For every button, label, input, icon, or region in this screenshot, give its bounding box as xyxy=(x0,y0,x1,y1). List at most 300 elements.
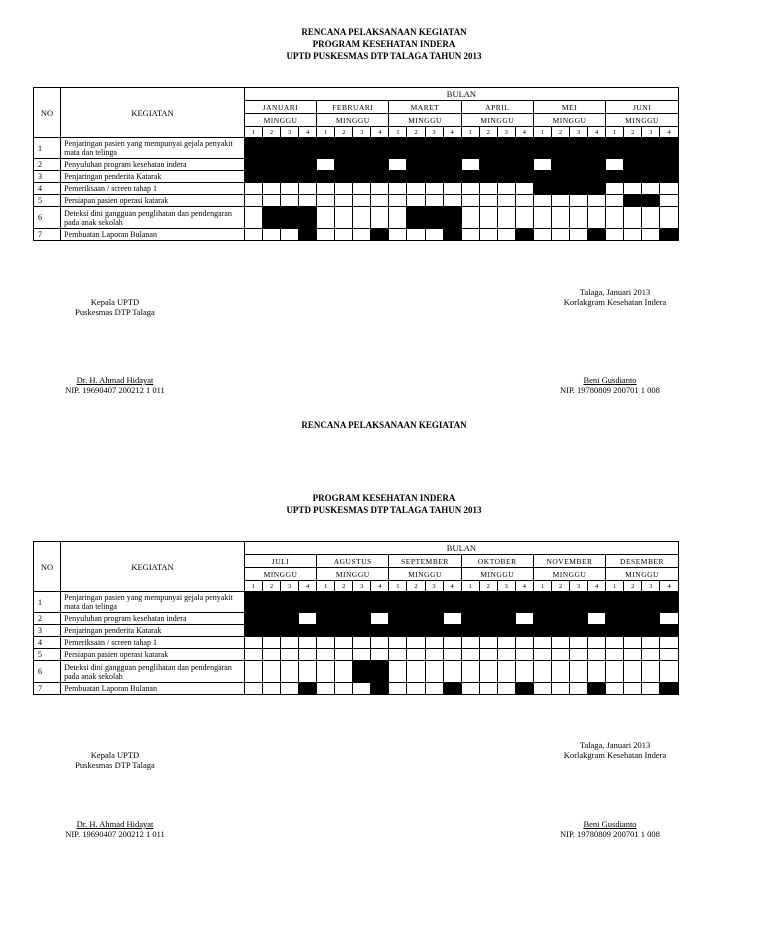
schedule-cell xyxy=(497,183,515,195)
signature-left-name-1 xyxy=(40,375,190,395)
schedule-table-1 xyxy=(33,87,679,241)
schedule-cell xyxy=(515,625,533,637)
schedule-cell xyxy=(570,649,588,661)
schedule-cell xyxy=(515,138,533,159)
schedule-cell xyxy=(407,592,425,613)
schedule-cell xyxy=(606,138,624,159)
month-header: APRIL xyxy=(461,101,533,114)
week-number: 2 xyxy=(624,581,642,592)
schedule-cell xyxy=(570,229,588,241)
schedule-cell xyxy=(244,229,262,241)
schedule-cell xyxy=(371,159,389,171)
schedule-cell xyxy=(389,592,407,613)
title-line-1: RENCANA PELAKSANAAN KEGIATAN xyxy=(301,420,467,430)
schedule-cell xyxy=(425,195,443,207)
schedule-table-2 xyxy=(33,541,679,695)
schedule-cell xyxy=(497,159,515,171)
signature-left-name-2 xyxy=(40,819,190,839)
schedule-cell xyxy=(407,195,425,207)
week-number: 1 xyxy=(606,581,624,592)
schedule-cell xyxy=(551,171,569,183)
activity-name: Persiapan pasien operasi katarak xyxy=(61,649,245,661)
schedule-cell xyxy=(244,592,262,613)
right-nip: NIP. 19780809 200701 1 008 xyxy=(560,829,660,839)
schedule-cell xyxy=(642,229,660,241)
activity-name: Deteksi dini gangguan penglihatan dan pendengaran pada anak sekolah xyxy=(61,207,245,229)
schedule-cell xyxy=(299,625,317,637)
schedule-cell xyxy=(317,613,335,625)
week-number: 3 xyxy=(570,127,588,138)
schedule-cell xyxy=(371,683,389,695)
week-number: 3 xyxy=(425,581,443,592)
schedule-cell xyxy=(642,138,660,159)
schedule-cell xyxy=(461,592,479,613)
schedule-cell xyxy=(606,649,624,661)
schedule-cell xyxy=(606,159,624,171)
week-number: 2 xyxy=(551,581,569,592)
schedule-cell xyxy=(570,613,588,625)
schedule-cell xyxy=(371,613,389,625)
schedule-cell xyxy=(317,637,335,649)
schedule-cell xyxy=(660,649,679,661)
schedule-cell xyxy=(389,171,407,183)
place-date: Talaga, Januari 2013 xyxy=(579,740,651,750)
minggu-header: MINGGU xyxy=(461,114,533,127)
schedule-cell xyxy=(624,207,642,229)
schedule-cell xyxy=(497,171,515,183)
schedule-cell xyxy=(515,637,533,649)
month-header: MEI xyxy=(533,101,605,114)
week-number: 1 xyxy=(244,127,262,138)
activity-number: 5 xyxy=(34,195,61,207)
right-name: Beni Gusdianto xyxy=(583,375,637,385)
schedule-cell xyxy=(407,649,425,661)
schedule-cell xyxy=(317,171,335,183)
schedule-cell xyxy=(281,592,299,613)
schedule-cell xyxy=(660,207,679,229)
schedule-cell xyxy=(425,207,443,229)
schedule-cell xyxy=(244,637,262,649)
minggu-header: MINGGU xyxy=(606,114,679,127)
schedule-cell xyxy=(660,229,679,241)
activity-number: 7 xyxy=(34,683,61,695)
schedule-cell xyxy=(515,229,533,241)
schedule-cell xyxy=(551,229,569,241)
activity-name: Penjaringan pasien yang mempunyai gejala penyakit mata dan telinga xyxy=(61,592,245,613)
schedule-cell xyxy=(317,159,335,171)
schedule-cell xyxy=(624,625,642,637)
schedule-cell xyxy=(425,613,443,625)
schedule-cell xyxy=(606,613,624,625)
schedule-cell xyxy=(407,661,425,683)
month-header: JUNI xyxy=(606,101,679,114)
schedule-cell xyxy=(588,649,606,661)
week-number: 4 xyxy=(299,127,317,138)
schedule-cell xyxy=(443,683,461,695)
schedule-cell xyxy=(606,637,624,649)
schedule-cell xyxy=(624,649,642,661)
schedule-cell xyxy=(389,625,407,637)
month-header: NOVEMBER xyxy=(533,555,605,568)
schedule-cell xyxy=(515,183,533,195)
schedule-cell xyxy=(389,613,407,625)
week-number: 4 xyxy=(371,581,389,592)
schedule-cell xyxy=(299,637,317,649)
schedule-cell xyxy=(606,207,624,229)
schedule-cell xyxy=(317,649,335,661)
schedule-cell xyxy=(570,637,588,649)
schedule-cell xyxy=(281,637,299,649)
right-name: Beni Gusdianto xyxy=(583,819,637,829)
signature-left-block-2 xyxy=(40,750,190,770)
schedule-cell xyxy=(443,661,461,683)
col-kegiatan-header: KEGIATAN xyxy=(61,88,245,138)
left-nip: NIP. 19690407 200212 1 011 xyxy=(65,385,165,395)
week-number: 4 xyxy=(660,127,679,138)
schedule-cell xyxy=(299,138,317,159)
week-number: 1 xyxy=(244,581,262,592)
schedule-cell xyxy=(353,625,371,637)
schedule-cell xyxy=(606,625,624,637)
week-number: 1 xyxy=(317,581,335,592)
schedule-cell xyxy=(551,613,569,625)
schedule-cell xyxy=(335,159,353,171)
schedule-cell xyxy=(479,649,497,661)
activity-row xyxy=(34,183,679,195)
activity-row xyxy=(34,625,679,637)
schedule-cell xyxy=(425,661,443,683)
schedule-cell xyxy=(515,195,533,207)
activity-name: Deteksi dini gangguan penglihatan dan pendengaran pada anak sekolah xyxy=(61,661,245,683)
schedule-cell xyxy=(515,171,533,183)
schedule-cell xyxy=(262,683,280,695)
title-line-2: PROGRAM KESEHATAN INDERA xyxy=(312,493,456,503)
schedule-cell xyxy=(371,649,389,661)
schedule-cell xyxy=(551,649,569,661)
schedule-cell xyxy=(389,229,407,241)
schedule-cell xyxy=(353,138,371,159)
schedule-cell xyxy=(642,195,660,207)
schedule-cell xyxy=(497,592,515,613)
activity-name: Pemeriksaan / screen tahap 1 xyxy=(61,637,245,649)
activity-number: 6 xyxy=(34,661,61,683)
schedule-cell xyxy=(642,661,660,683)
schedule-cell xyxy=(624,229,642,241)
schedule-cell xyxy=(317,661,335,683)
week-number: 3 xyxy=(281,581,299,592)
schedule-cell xyxy=(389,183,407,195)
schedule-cell xyxy=(299,195,317,207)
schedule-cell xyxy=(443,637,461,649)
schedule-cell xyxy=(533,171,551,183)
title-line-3: UPTD PUSKESMAS DTP TALAGA TAHUN 2013 xyxy=(286,51,482,61)
week-number: 3 xyxy=(642,581,660,592)
week-number: 4 xyxy=(515,127,533,138)
schedule-cell xyxy=(660,661,679,683)
schedule-cell xyxy=(299,649,317,661)
week-number: 3 xyxy=(642,127,660,138)
schedule-cell xyxy=(281,661,299,683)
schedule-cell xyxy=(335,171,353,183)
activity-name: Pembuatan Laporan Bulanan xyxy=(61,683,245,695)
activity-number: 5 xyxy=(34,649,61,661)
schedule-cell xyxy=(281,195,299,207)
schedule-cell xyxy=(407,229,425,241)
week-number: 4 xyxy=(660,581,679,592)
week-number: 3 xyxy=(497,581,515,592)
header-row xyxy=(34,88,679,101)
schedule-cell xyxy=(497,207,515,229)
schedule-cell xyxy=(443,613,461,625)
bulan-header: BULAN xyxy=(244,88,678,101)
schedule-cell xyxy=(624,159,642,171)
schedule-cell xyxy=(262,661,280,683)
schedule-cell xyxy=(660,592,679,613)
schedule-cell xyxy=(570,592,588,613)
schedule-cell xyxy=(262,637,280,649)
schedule-cell xyxy=(461,207,479,229)
week-number: 2 xyxy=(335,581,353,592)
schedule-cell xyxy=(479,637,497,649)
schedule-cell xyxy=(262,171,280,183)
schedule-cell xyxy=(407,171,425,183)
right-nip: NIP. 19780809 200701 1 008 xyxy=(560,385,660,395)
schedule-cell xyxy=(606,195,624,207)
minggu-header: MINGGU xyxy=(606,568,679,581)
schedule-cell xyxy=(515,661,533,683)
schedule-cell xyxy=(425,138,443,159)
schedule-cell xyxy=(281,649,299,661)
left-nip: NIP. 19690407 200212 1 011 xyxy=(65,829,165,839)
schedule-cell xyxy=(461,183,479,195)
schedule-cell xyxy=(353,207,371,229)
schedule-cell xyxy=(570,183,588,195)
schedule-cell xyxy=(299,207,317,229)
week-number: 2 xyxy=(479,127,497,138)
activity-name: Pembuatan Laporan Bulanan xyxy=(61,229,245,241)
schedule-cell xyxy=(570,171,588,183)
schedule-cell xyxy=(407,138,425,159)
activity-number: 1 xyxy=(34,138,61,159)
schedule-cell xyxy=(660,637,679,649)
schedule-cell xyxy=(353,637,371,649)
schedule-cell xyxy=(317,683,335,695)
minggu-header: MINGGU xyxy=(389,568,461,581)
schedule-cell xyxy=(642,159,660,171)
schedule-cell xyxy=(317,183,335,195)
activity-name: Penjaringan pasien yang mempunyai gejala penyakit mata dan telinga xyxy=(61,138,245,159)
schedule-cell xyxy=(317,625,335,637)
week-number: 2 xyxy=(407,127,425,138)
schedule-cell xyxy=(262,207,280,229)
minggu-header: MINGGU xyxy=(317,568,389,581)
signature-right-block-2 xyxy=(520,740,710,760)
schedule-cell xyxy=(407,159,425,171)
week-number: 1 xyxy=(533,581,551,592)
week-number: 2 xyxy=(479,581,497,592)
schedule-cell xyxy=(335,613,353,625)
schedule-cell xyxy=(371,195,389,207)
schedule-cell xyxy=(371,171,389,183)
left-role-1: Kepala UPTD xyxy=(90,750,140,760)
activity-row xyxy=(34,159,679,171)
schedule-cell xyxy=(425,637,443,649)
schedule-cell xyxy=(497,195,515,207)
schedule-cell xyxy=(533,637,551,649)
month-header: JANUARI xyxy=(244,101,316,114)
schedule-cell xyxy=(299,183,317,195)
activity-number: 2 xyxy=(34,613,61,625)
schedule-cell xyxy=(281,171,299,183)
schedule-cell xyxy=(335,683,353,695)
schedule-cell xyxy=(425,649,443,661)
schedule-cell xyxy=(624,183,642,195)
place-date: Talaga, Januari 2013 xyxy=(579,287,651,297)
activity-row xyxy=(34,229,679,241)
schedule-cell xyxy=(497,138,515,159)
schedule-cell xyxy=(353,592,371,613)
schedule-cell xyxy=(281,207,299,229)
activity-number: 4 xyxy=(34,637,61,649)
schedule-cell xyxy=(515,613,533,625)
schedule-cell xyxy=(317,229,335,241)
schedule-cell xyxy=(533,613,551,625)
week-number: 3 xyxy=(497,127,515,138)
week-number: 3 xyxy=(425,127,443,138)
minggu-header: MINGGU xyxy=(244,114,316,127)
schedule-cell xyxy=(533,183,551,195)
schedule-cell xyxy=(443,183,461,195)
week-number: 1 xyxy=(461,581,479,592)
schedule-cell xyxy=(624,138,642,159)
schedule-cell xyxy=(624,195,642,207)
schedule-cell xyxy=(660,625,679,637)
schedule-cell xyxy=(281,138,299,159)
schedule-cell xyxy=(533,159,551,171)
schedule-cell xyxy=(281,229,299,241)
schedule-cell xyxy=(533,592,551,613)
week-number: 2 xyxy=(624,127,642,138)
activity-name: Persiapan pasien operasi katarak xyxy=(61,195,245,207)
schedule-cell xyxy=(515,207,533,229)
schedule-cell xyxy=(479,229,497,241)
bulan-header: BULAN xyxy=(244,542,678,555)
activity-name: Pemeriksaan / screen tahap 1 xyxy=(61,183,245,195)
activity-name: Penjaringan penderita Katarak xyxy=(61,171,245,183)
schedule-cell xyxy=(642,183,660,195)
schedule-cell xyxy=(443,592,461,613)
schedule-cell xyxy=(479,159,497,171)
schedule-cell xyxy=(262,159,280,171)
schedule-cell xyxy=(479,138,497,159)
col-kegiatan-header: KEGIATAN xyxy=(61,542,245,592)
signature-left-block-1 xyxy=(40,297,190,317)
schedule-cell xyxy=(335,661,353,683)
left-role-1: Kepala UPTD xyxy=(90,297,140,307)
schedule-cell xyxy=(244,683,262,695)
schedule-cell xyxy=(461,159,479,171)
signature-right-block-1 xyxy=(520,287,710,307)
title-line-2: PROGRAM KESEHATAN INDERA xyxy=(312,39,456,49)
schedule-cell xyxy=(461,625,479,637)
activity-row xyxy=(34,661,679,683)
schedule-cell xyxy=(353,171,371,183)
schedule-cell xyxy=(244,195,262,207)
schedule-cell xyxy=(299,613,317,625)
schedule-cell xyxy=(389,207,407,229)
week-number: 2 xyxy=(262,581,280,592)
schedule-cell xyxy=(299,229,317,241)
schedule-cell xyxy=(624,613,642,625)
schedule-cell xyxy=(299,171,317,183)
schedule-cell xyxy=(461,661,479,683)
schedule-cell xyxy=(389,661,407,683)
schedule-cell xyxy=(443,195,461,207)
schedule-cell xyxy=(244,649,262,661)
schedule-cell xyxy=(353,613,371,625)
schedule-cell xyxy=(570,207,588,229)
schedule-cell xyxy=(262,613,280,625)
week-number: 4 xyxy=(443,127,461,138)
schedule-cell xyxy=(624,661,642,683)
left-name: Dr. H. Ahmad Hidayat xyxy=(76,819,154,829)
schedule-cell xyxy=(299,159,317,171)
schedule-cell xyxy=(389,683,407,695)
schedule-cell xyxy=(407,183,425,195)
schedule-cell xyxy=(317,592,335,613)
schedule-cell xyxy=(262,138,280,159)
week-number: 4 xyxy=(588,581,606,592)
schedule-cell xyxy=(461,171,479,183)
activity-row xyxy=(34,138,679,159)
schedule-cell xyxy=(281,625,299,637)
activity-number: 1 xyxy=(34,592,61,613)
schedule-cell xyxy=(570,661,588,683)
schedule-cell xyxy=(515,592,533,613)
month-header: DESEMBER xyxy=(606,555,679,568)
week-number: 1 xyxy=(317,127,335,138)
minggu-header: MINGGU xyxy=(389,114,461,127)
minggu-header: MINGGU xyxy=(461,568,533,581)
schedule-cell xyxy=(479,207,497,229)
schedule-cell xyxy=(551,183,569,195)
schedule-cell xyxy=(642,592,660,613)
week-number: 4 xyxy=(371,127,389,138)
col-no-header: NO xyxy=(34,542,61,592)
week-number: 3 xyxy=(570,581,588,592)
schedule-cell xyxy=(588,613,606,625)
schedule-cell xyxy=(425,625,443,637)
minggu-header: MINGGU xyxy=(244,568,316,581)
week-number: 2 xyxy=(335,127,353,138)
schedule-cell xyxy=(443,159,461,171)
schedule-cell xyxy=(497,229,515,241)
schedule-cell xyxy=(299,661,317,683)
schedule-cell xyxy=(642,207,660,229)
schedule-cell xyxy=(425,159,443,171)
schedule-cell xyxy=(479,171,497,183)
schedule-cell xyxy=(461,683,479,695)
schedule-cell xyxy=(335,207,353,229)
schedule-cell xyxy=(497,637,515,649)
schedule-cell xyxy=(642,637,660,649)
schedule-cell xyxy=(515,649,533,661)
schedule-cell xyxy=(497,625,515,637)
title-line-1: RENCANA PELAKSANAAN KEGIATAN xyxy=(301,27,467,37)
activity-row xyxy=(34,207,679,229)
activity-row xyxy=(34,637,679,649)
schedule-cell xyxy=(479,183,497,195)
